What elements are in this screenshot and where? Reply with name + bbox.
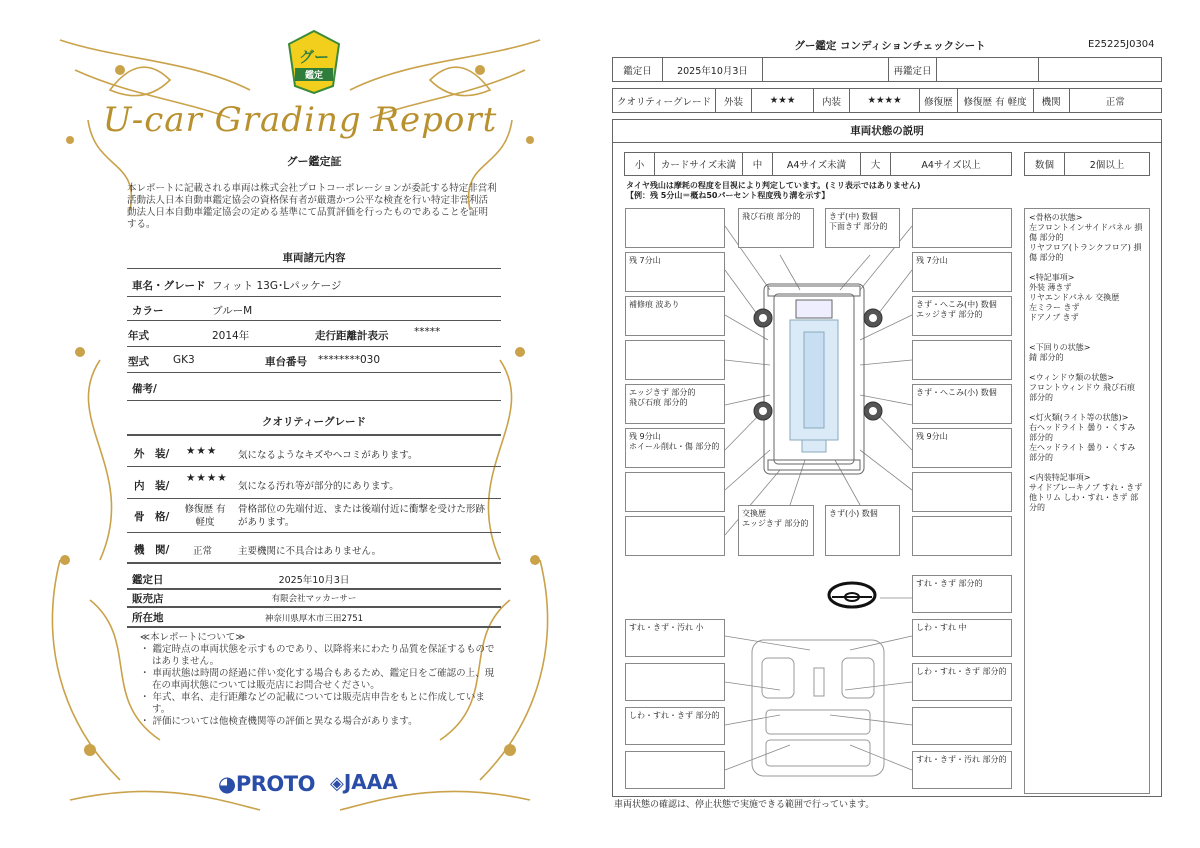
interior-box: しわ・すれ・きず 部分的: [625, 707, 725, 745]
certificate-body: 本レポートに記載される車両は株式会社プロトコーポレーションが委託する特定非営利活動法人日本自動車鑑定協会の資格保有者が厳選かつ公平な検査を行い特定非営利活動法人日本自動車鑑定協会の定める基準にて品質評価を行ったものであることを証明する。: [127, 183, 497, 230]
exterior-box: きず・へこみ(中) 数個 エッジきず 部分的: [912, 296, 1012, 336]
exterior-box: 交換歴 エッジきず 部分的: [738, 505, 814, 556]
divider: [127, 606, 501, 608]
proto-logo-text: PROTO: [235, 772, 315, 796]
ext-value: ★★★: [752, 89, 814, 113]
sheet-id: E25225J0304: [1088, 39, 1155, 50]
divider: [127, 296, 501, 297]
quality-frame-grade: 修復歴 有 軽度: [184, 504, 226, 528]
shop-label: 販売店: [132, 593, 164, 605]
note-item: ・ 評価については他検査機関等の評価と異なる場合があります。: [140, 716, 418, 727]
shop-value: 有限会社マッカーサー: [271, 594, 357, 604]
legend-count: 数個: [1025, 153, 1065, 176]
notes-label: 備考/: [132, 383, 157, 395]
int-value: ★★★★: [850, 89, 920, 113]
divider: [127, 320, 501, 321]
int-label: 内装: [814, 89, 850, 113]
interior-box: すれ・きず 部分的: [912, 575, 1012, 613]
interior-box: すれ・きず・汚れ 部分的: [912, 751, 1012, 789]
divider: [127, 466, 501, 467]
badge-bottom-text: 鑑定: [304, 71, 324, 81]
exterior-box: [625, 208, 725, 248]
legend-small: 小: [625, 153, 655, 176]
model-value: GK3: [173, 354, 195, 366]
report-notes: [140, 632, 495, 728]
quality-engine-grade: 正常: [193, 546, 213, 557]
repair-label: 修復歴: [920, 89, 958, 113]
vehicle-state-title: 車両状態の説明: [612, 119, 1162, 143]
date-blank: [763, 58, 889, 82]
quality-frame-desc: 骨格部位の先端付近、または後端付近に衝撃を受けた形跡があります。: [238, 504, 486, 528]
divider: [127, 346, 501, 347]
quality-interior-grade: ★★★★: [186, 472, 228, 484]
divider: [127, 562, 501, 564]
name-value: フィット 13G･Lパッケージ: [212, 280, 342, 292]
spec-section-title: 車両諸元内容: [282, 252, 346, 264]
quality-interior-desc: 気になる汚れ等が部分的にあります。: [238, 481, 399, 492]
year-label: 年式: [128, 330, 149, 342]
interior-box: しわ・すれ・きず 部分的: [912, 663, 1012, 701]
year-value: 2014年: [212, 330, 250, 342]
legend-mid: 中: [743, 153, 773, 176]
count-legend: [1024, 152, 1150, 176]
legend-count-desc: 2個以上: [1065, 153, 1150, 176]
report-title: U-car Grading Report: [102, 100, 498, 140]
date-label: 鑑定日: [613, 58, 663, 82]
tire-note-1: タイヤ残山は摩耗の程度を目視により判定しています。(ミリ表示ではありません): [626, 181, 921, 190]
divider: [127, 498, 501, 499]
interior-box: [912, 707, 1012, 745]
odometer-value: *****: [414, 326, 441, 338]
quality-interior-label: 内 装/: [134, 480, 170, 492]
condition-details: <骨格の状態> 左フロントインサイドパネル 損傷 部分的 リヤフロア(トランクフロア) 損傷 部分的 <特記事項> 外装 薄きず リヤエンドパネル 交換歴 左ミラー きず ドアノブ きず <下回りの状態> 錆 部分的 <ウィンドウ類の状態> フロントウィンドウ 飛び石痕 部分的 <灯火類(ライト等の状態)> 右ヘッドライト 曇り・くすみ 部分的 左ヘッドライト 曇り・くすみ 部分的 <内装特記事項> サイドブレーキノブ すれ・きず 他トリム しわ・すれ・きず 部分的: [1024, 208, 1150, 794]
divider: [127, 434, 501, 436]
interior-box: [625, 751, 725, 789]
divider: [127, 372, 501, 373]
interior-box: しわ・すれ 中: [912, 619, 1012, 657]
grade-row: [612, 88, 1162, 113]
engine-value: 正常: [1069, 89, 1161, 113]
quality-exterior-label: 外 装/: [134, 448, 170, 460]
exterior-box: 補修痕 波あり: [625, 296, 725, 336]
exterior-box: 残 7分山: [912, 252, 1012, 292]
notes-title: ≪本レポートについて≫: [140, 632, 246, 643]
exterior-box: [625, 516, 725, 556]
repair-value: 修復歴 有 軽度: [957, 89, 1033, 113]
jaaa-logo: ◈JAAA: [330, 770, 398, 794]
date-row: [612, 57, 1162, 82]
exterior-box: エッジきず 部分的 飛び石痕 部分的: [625, 384, 725, 424]
divider: [127, 588, 501, 590]
quality-frame-label: 骨 格/: [134, 511, 170, 523]
legend-large: 大: [861, 153, 891, 176]
exterior-box: 残 9分山 ホイール削れ・傷 部分的: [625, 428, 725, 468]
size-legend: [624, 152, 1012, 176]
appraisal-date-label: 鑑定日: [132, 574, 164, 586]
address-label: 所在地: [132, 612, 164, 624]
interior-box: すれ・きず・汚れ 小: [625, 619, 725, 657]
exterior-box: きず(中) 数個 下面きず 部分的: [825, 208, 900, 248]
redate-blank: [1039, 58, 1162, 82]
goo-kantei-badge-icon: [287, 30, 341, 94]
tire-note-2: 【例：残 5分山＝概ね50パーセント程度残り溝を示す】: [626, 191, 830, 200]
model-label: 型式: [128, 356, 149, 368]
exterior-box: [912, 472, 1012, 512]
divider: [127, 532, 501, 533]
chassis-value: ********030: [318, 354, 381, 366]
legend-mid-desc: A4サイズ未満: [773, 153, 861, 176]
color-value: ブルーM: [212, 305, 253, 317]
note-item: ・ 鑑定時点の車両状態を示すものであり、以降将来にわたり品質を保証するものではありません。: [140, 644, 495, 667]
divider: [127, 268, 501, 269]
exterior-box: 残 7分山: [625, 252, 725, 292]
exterior-box: きず(小) 数個: [825, 505, 900, 556]
divider: [127, 400, 501, 401]
badge-top-text: グー: [298, 48, 330, 66]
address-value: 神奈川県厚木市三田2751: [264, 614, 364, 624]
sheet-footer: 車両状態の確認は、停止状態で実施できる範囲で行っています。: [614, 800, 875, 810]
sheet-title: グー鑑定 コンディションチェックシート: [794, 40, 986, 52]
chassis-label: 車台番号: [265, 356, 307, 368]
divider: [127, 626, 501, 628]
name-label: 車名・グレード: [132, 280, 206, 292]
odometer-label: 走行距離計表示: [315, 330, 389, 342]
color-label: カラー: [132, 305, 164, 317]
quality-exterior-desc: 気になるようなキズやヘコミがあります。: [238, 450, 418, 461]
certificate-heading: グー鑑定証: [286, 155, 342, 168]
redate-value: [937, 58, 1039, 82]
proto-logo: ◕PROTO: [218, 772, 315, 796]
quality-engine-desc: 主要機関に不具合はありません。: [238, 546, 382, 557]
quality-exterior-grade: ★★★: [186, 445, 218, 457]
quality-section-title: クオリティーグレード: [262, 416, 366, 428]
jaaa-logo-text: JAAA: [343, 770, 398, 794]
appraisal-date-value: 2025年10月3日: [278, 575, 350, 586]
grade-label: クオリティーグレード: [613, 89, 716, 113]
exterior-box: [912, 208, 1012, 248]
date-value: 2025年10月3日: [663, 58, 763, 82]
exterior-box: きず・へこみ(小) 数個: [912, 384, 1012, 424]
note-item: ・ 年式、車名、走行距離などの記載については販売店申告をもとに作成しています。: [140, 692, 485, 715]
exterior-box: 残 9分山: [912, 428, 1012, 468]
ext-label: 外装: [716, 89, 752, 113]
interior-box: [625, 663, 725, 701]
exterior-box: 飛び石痕 部分的: [738, 208, 814, 248]
engine-label: 機関: [1033, 89, 1069, 113]
exterior-box: [625, 472, 725, 512]
exterior-box: [912, 340, 1012, 380]
exterior-box: [625, 340, 725, 380]
quality-engine-label: 機 関/: [134, 544, 170, 556]
redate-label: 再鑑定日: [889, 58, 937, 82]
legend-large-desc: A4サイズ以上: [891, 153, 1012, 176]
note-item: ・ 車両状態は時間の経過に伴い変化する場合もあるため、鑑定日をご確認の上、現在の車両状態については販売店にお問合せください。: [140, 668, 495, 691]
legend-small-desc: カードサイズ未満: [655, 153, 743, 176]
exterior-box: [912, 516, 1012, 556]
